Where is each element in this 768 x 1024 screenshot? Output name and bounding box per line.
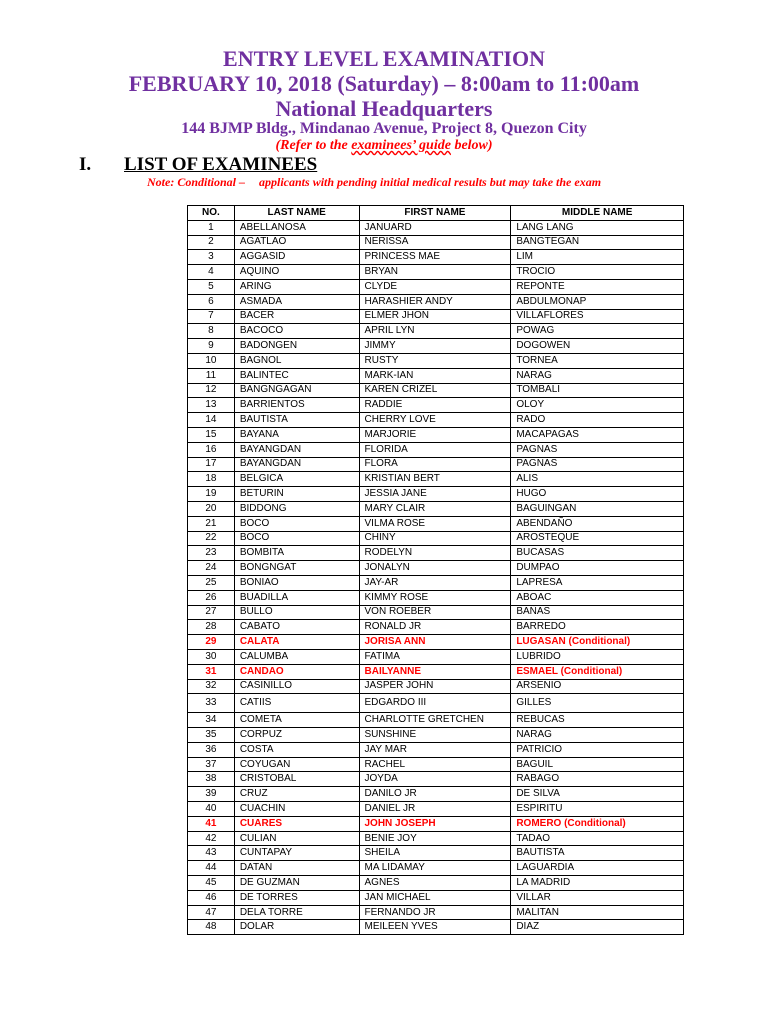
cell-middle-name: VILLAR bbox=[511, 890, 684, 905]
table-row bbox=[188, 905, 684, 920]
cell-last-name: BOMBITA bbox=[234, 546, 359, 561]
cell-first-name: MEILEEN YVES bbox=[359, 920, 511, 935]
header-no: NO. bbox=[188, 206, 235, 221]
table-row bbox=[188, 728, 684, 743]
examinees-table bbox=[187, 205, 684, 935]
header-first-name: FIRST NAME bbox=[359, 206, 511, 221]
cell-first-name: JAN MICHAEL bbox=[359, 890, 511, 905]
table-row bbox=[188, 220, 684, 235]
table-row bbox=[188, 398, 684, 413]
note-label: Note: Conditional – bbox=[147, 175, 246, 189]
cell-first-name: CLYDE bbox=[359, 279, 511, 294]
cell-first-name: CHERRY LOVE bbox=[359, 413, 511, 428]
table-row bbox=[188, 427, 684, 442]
table-row bbox=[188, 831, 684, 846]
cell-first-name: RACHEL bbox=[359, 757, 511, 772]
table-row bbox=[188, 457, 684, 472]
table-row bbox=[188, 635, 684, 650]
cell-first-name: JAY-AR bbox=[359, 575, 511, 590]
cell-no: 34 bbox=[188, 713, 235, 728]
cell-last-name: ABELLANOSA bbox=[234, 220, 359, 235]
table-row bbox=[188, 772, 684, 787]
cell-no: 36 bbox=[188, 742, 235, 757]
cell-first-name: KIMMY ROSE bbox=[359, 590, 511, 605]
table-row bbox=[188, 516, 684, 531]
cell-middle-name: ALIS bbox=[511, 472, 684, 487]
table-row bbox=[188, 383, 684, 398]
cell-first-name: JESSIA JANE bbox=[359, 487, 511, 502]
cell-middle-name: POWAG bbox=[511, 324, 684, 339]
cell-middle-name: PAGNAS bbox=[511, 442, 684, 457]
table-header-row bbox=[188, 206, 684, 221]
cell-middle-name: PAGNAS bbox=[511, 457, 684, 472]
cell-no: 41 bbox=[188, 816, 235, 831]
cell-first-name: DANILO JR bbox=[359, 787, 511, 802]
cell-last-name: BELGICA bbox=[234, 472, 359, 487]
table-row bbox=[188, 620, 684, 635]
cell-middle-name: TADAO bbox=[511, 831, 684, 846]
cell-last-name: CORPUZ bbox=[234, 728, 359, 743]
cell-first-name: BRYAN bbox=[359, 265, 511, 280]
cell-first-name: JIMMY bbox=[359, 339, 511, 354]
cell-no: 26 bbox=[188, 590, 235, 605]
table-row bbox=[188, 309, 684, 324]
cell-middle-name: BUCASAS bbox=[511, 546, 684, 561]
cell-middle-name: DIAZ bbox=[511, 920, 684, 935]
cell-first-name: AGNES bbox=[359, 876, 511, 891]
cell-last-name: COSTA bbox=[234, 742, 359, 757]
cell-no: 37 bbox=[188, 757, 235, 772]
cell-no: 10 bbox=[188, 353, 235, 368]
cell-middle-name: ARSENIO bbox=[511, 679, 684, 694]
cell-last-name: CUACHIN bbox=[234, 802, 359, 817]
cell-middle-name: TOMBALI bbox=[511, 383, 684, 398]
cell-middle-name: BARREDO bbox=[511, 620, 684, 635]
table-row bbox=[188, 368, 684, 383]
cell-middle-name: LAGUARDIA bbox=[511, 861, 684, 876]
table-row bbox=[188, 279, 684, 294]
table-row bbox=[188, 876, 684, 891]
table-row bbox=[188, 250, 684, 265]
cell-middle-name: LA MADRID bbox=[511, 876, 684, 891]
table-row bbox=[188, 546, 684, 561]
table-row bbox=[188, 339, 684, 354]
cell-last-name: COMETA bbox=[234, 713, 359, 728]
cell-middle-name: MACAPAGAS bbox=[511, 427, 684, 442]
cell-last-name: CRUZ bbox=[234, 787, 359, 802]
cell-no: 11 bbox=[188, 368, 235, 383]
cell-middle-name: LIM bbox=[511, 250, 684, 265]
table-row bbox=[188, 531, 684, 546]
cell-first-name: HARASHIER ANDY bbox=[359, 294, 511, 309]
cell-last-name: CULIAN bbox=[234, 831, 359, 846]
note-text: applicants with pending initial medical results but may take the exam bbox=[259, 175, 602, 189]
table-row bbox=[188, 442, 684, 457]
cell-no: 9 bbox=[188, 339, 235, 354]
cell-no: 40 bbox=[188, 802, 235, 817]
cell-last-name: BAUTISTA bbox=[234, 413, 359, 428]
cell-first-name: SHEILA bbox=[359, 846, 511, 861]
table-row bbox=[188, 679, 684, 694]
cell-last-name: AQUINO bbox=[234, 265, 359, 280]
section-title: LIST OF EXAMINEES bbox=[124, 154, 318, 175]
cell-no: 48 bbox=[188, 920, 235, 935]
cell-last-name: BARRIENTOS bbox=[234, 398, 359, 413]
cell-no: 15 bbox=[188, 427, 235, 442]
table-row bbox=[188, 294, 684, 309]
cell-middle-name: TROCIO bbox=[511, 265, 684, 280]
cell-middle-name: REPONTE bbox=[511, 279, 684, 294]
table-row bbox=[188, 694, 684, 713]
cell-first-name: RONALD JR bbox=[359, 620, 511, 635]
cell-middle-name: OLOY bbox=[511, 398, 684, 413]
cell-middle-name: LUBRIDO bbox=[511, 649, 684, 664]
table-row bbox=[188, 920, 684, 935]
cell-first-name: ELMER JHON bbox=[359, 309, 511, 324]
cell-last-name: DE GUZMAN bbox=[234, 876, 359, 891]
cell-last-name: BOCO bbox=[234, 516, 359, 531]
table-row bbox=[188, 713, 684, 728]
cell-no: 25 bbox=[188, 575, 235, 590]
cell-last-name: CRISTOBAL bbox=[234, 772, 359, 787]
cell-no: 18 bbox=[188, 472, 235, 487]
table-row bbox=[188, 664, 684, 679]
cell-first-name: JOYDA bbox=[359, 772, 511, 787]
table-row bbox=[188, 846, 684, 861]
table-row bbox=[188, 605, 684, 620]
cell-first-name: VILMA ROSE bbox=[359, 516, 511, 531]
cell-middle-name: DE SILVA bbox=[511, 787, 684, 802]
cell-last-name: CALATA bbox=[234, 635, 359, 650]
table-row bbox=[188, 501, 684, 516]
cell-first-name: VON ROEBER bbox=[359, 605, 511, 620]
cell-no: 24 bbox=[188, 561, 235, 576]
cell-middle-name: ESPIRITU bbox=[511, 802, 684, 817]
cell-no: 27 bbox=[188, 605, 235, 620]
table-row bbox=[188, 472, 684, 487]
cell-first-name: APRIL LYN bbox=[359, 324, 511, 339]
cell-first-name: EDGARDO III bbox=[359, 694, 511, 713]
cell-no: 32 bbox=[188, 679, 235, 694]
cell-no: 44 bbox=[188, 861, 235, 876]
table-row bbox=[188, 787, 684, 802]
cell-no: 43 bbox=[188, 846, 235, 861]
cell-no: 47 bbox=[188, 905, 235, 920]
cell-no: 2 bbox=[188, 235, 235, 250]
cell-no: 21 bbox=[188, 516, 235, 531]
cell-no: 1 bbox=[188, 220, 235, 235]
cell-last-name: AGATLAO bbox=[234, 235, 359, 250]
cell-no: 13 bbox=[188, 398, 235, 413]
cell-last-name: CATIIS bbox=[234, 694, 359, 713]
cell-first-name: NERISSA bbox=[359, 235, 511, 250]
guide-reference bbox=[0, 138, 768, 154]
cell-middle-name: REBUCAS bbox=[511, 713, 684, 728]
cell-middle-name: ABDULMONAP bbox=[511, 294, 684, 309]
cell-first-name: RODELYN bbox=[359, 546, 511, 561]
cell-first-name: JANUARD bbox=[359, 220, 511, 235]
cell-middle-name: BAGUIL bbox=[511, 757, 684, 772]
cell-first-name: JONALYN bbox=[359, 561, 511, 576]
cell-last-name: BANGNGAGAN bbox=[234, 383, 359, 398]
cell-no: 12 bbox=[188, 383, 235, 398]
cell-middle-name: VILLAFLORES bbox=[511, 309, 684, 324]
cell-last-name: DELA TORRE bbox=[234, 905, 359, 920]
table-row bbox=[188, 742, 684, 757]
cell-no: 5 bbox=[188, 279, 235, 294]
cell-no: 30 bbox=[188, 649, 235, 664]
cell-first-name: SUNSHINE bbox=[359, 728, 511, 743]
cell-last-name: CANDAO bbox=[234, 664, 359, 679]
cell-last-name: BULLO bbox=[234, 605, 359, 620]
guide-suffix: below) bbox=[450, 138, 493, 153]
exam-date: FEBRUARY 10, 2018 (Saturday) – 8:00am to 11:00am bbox=[128, 71, 640, 96]
cell-first-name: MARY CLAIR bbox=[359, 501, 511, 516]
cell-middle-name: ESMAEL (Conditional) bbox=[511, 664, 684, 679]
table-row bbox=[188, 561, 684, 576]
cell-middle-name: NARAG bbox=[511, 368, 684, 383]
cell-middle-name: PATRICIO bbox=[511, 742, 684, 757]
cell-no: 19 bbox=[188, 487, 235, 502]
cell-middle-name: RADO bbox=[511, 413, 684, 428]
cell-no: 17 bbox=[188, 457, 235, 472]
cell-middle-name: LAPRESA bbox=[511, 575, 684, 590]
cell-middle-name: ABOAC bbox=[511, 590, 684, 605]
cell-last-name: BONGNGAT bbox=[234, 561, 359, 576]
cell-last-name: BETURIN bbox=[234, 487, 359, 502]
table-row bbox=[188, 590, 684, 605]
cell-first-name: MA LIDAMAY bbox=[359, 861, 511, 876]
cell-no: 16 bbox=[188, 442, 235, 457]
guide-prefix: (Refer to the bbox=[275, 138, 352, 153]
cell-first-name: CHARLOTTE GRETCHEN bbox=[359, 713, 511, 728]
table-row bbox=[188, 487, 684, 502]
table-row bbox=[188, 265, 684, 280]
cell-first-name: MARJORIE bbox=[359, 427, 511, 442]
cell-no: 28 bbox=[188, 620, 235, 635]
cell-first-name: RADDIE bbox=[359, 398, 511, 413]
table-row bbox=[188, 235, 684, 250]
cell-no: 8 bbox=[188, 324, 235, 339]
cell-no: 45 bbox=[188, 876, 235, 891]
cell-last-name: CUARES bbox=[234, 816, 359, 831]
table-row bbox=[188, 757, 684, 772]
cell-middle-name: MALITAN bbox=[511, 905, 684, 920]
cell-middle-name: ROMERO (Conditional) bbox=[511, 816, 684, 831]
cell-no: 31 bbox=[188, 664, 235, 679]
cell-last-name: AGGASID bbox=[234, 250, 359, 265]
cell-middle-name: BANGTEGAN bbox=[511, 235, 684, 250]
cell-last-name: CABATO bbox=[234, 620, 359, 635]
cell-no: 35 bbox=[188, 728, 235, 743]
cell-first-name: BENIE JOY bbox=[359, 831, 511, 846]
cell-no: 39 bbox=[188, 787, 235, 802]
cell-last-name: DATAN bbox=[234, 861, 359, 876]
cell-no: 3 bbox=[188, 250, 235, 265]
cell-first-name: BAILYANNE bbox=[359, 664, 511, 679]
header-middle-name: MIDDLE NAME bbox=[511, 206, 684, 221]
cell-middle-name: LANG LANG bbox=[511, 220, 684, 235]
cell-first-name: PRINCESS MAE bbox=[359, 250, 511, 265]
header-last-name: LAST NAME bbox=[234, 206, 359, 221]
cell-first-name: FATIMA bbox=[359, 649, 511, 664]
guide-underlined: examinees’ guide bbox=[351, 138, 451, 153]
cell-middle-name: NARAG bbox=[511, 728, 684, 743]
cell-middle-name: DUMPAO bbox=[511, 561, 684, 576]
cell-middle-name: GILLES bbox=[511, 694, 684, 713]
cell-no: 22 bbox=[188, 531, 235, 546]
table-row bbox=[188, 816, 684, 831]
cell-last-name: BAYANA bbox=[234, 427, 359, 442]
cell-last-name: COYUGAN bbox=[234, 757, 359, 772]
cell-first-name: FLORA bbox=[359, 457, 511, 472]
cell-first-name: FERNANDO JR bbox=[359, 905, 511, 920]
cell-middle-name: HUGO bbox=[511, 487, 684, 502]
cell-no: 42 bbox=[188, 831, 235, 846]
table-row bbox=[188, 802, 684, 817]
cell-last-name: CALUMBA bbox=[234, 649, 359, 664]
cell-middle-name: LUGASAN (Conditional) bbox=[511, 635, 684, 650]
cell-no: 38 bbox=[188, 772, 235, 787]
exam-address: 144 BJMP Bldg., Mindanao Avenue, Project 8, Quezon City bbox=[181, 120, 587, 137]
cell-last-name: CUNTAPAY bbox=[234, 846, 359, 861]
cell-last-name: BACER bbox=[234, 309, 359, 324]
cell-middle-name: ABENDAÑO bbox=[511, 516, 684, 531]
cell-middle-name: BAGUINGAN bbox=[511, 501, 684, 516]
cell-last-name: ARING bbox=[234, 279, 359, 294]
cell-middle-name: AROSTEQUE bbox=[511, 531, 684, 546]
cell-first-name: FLORIDA bbox=[359, 442, 511, 457]
cell-middle-name: BAUTISTA bbox=[511, 846, 684, 861]
table-row bbox=[188, 890, 684, 905]
cell-first-name: JORISA ANN bbox=[359, 635, 511, 650]
cell-last-name: BACOCO bbox=[234, 324, 359, 339]
cell-no: 23 bbox=[188, 546, 235, 561]
table-row bbox=[188, 353, 684, 368]
cell-middle-name: TORNEA bbox=[511, 353, 684, 368]
cell-first-name: MARK-IAN bbox=[359, 368, 511, 383]
cell-no: 14 bbox=[188, 413, 235, 428]
cell-middle-name: RABAGO bbox=[511, 772, 684, 787]
cell-last-name: BIDDONG bbox=[234, 501, 359, 516]
cell-first-name: JOHN JOSEPH bbox=[359, 816, 511, 831]
cell-last-name: BONIAO bbox=[234, 575, 359, 590]
table-row bbox=[188, 861, 684, 876]
cell-no: 4 bbox=[188, 265, 235, 280]
cell-last-name: ASMADA bbox=[234, 294, 359, 309]
table-row bbox=[188, 575, 684, 590]
table-row bbox=[188, 324, 684, 339]
cell-no: 20 bbox=[188, 501, 235, 516]
cell-no: 29 bbox=[188, 635, 235, 650]
cell-no: 33 bbox=[188, 694, 235, 713]
exam-title: ENTRY LEVEL EXAMINATION bbox=[223, 46, 545, 71]
section-number: I. bbox=[79, 154, 92, 175]
cell-last-name: BOCO bbox=[234, 531, 359, 546]
cell-last-name: BADONGEN bbox=[234, 339, 359, 354]
cell-first-name: KAREN CRIZEL bbox=[359, 383, 511, 398]
cell-first-name: JASPER JOHN bbox=[359, 679, 511, 694]
cell-first-name: CHINY bbox=[359, 531, 511, 546]
cell-last-name: BAYANGDAN bbox=[234, 457, 359, 472]
exam-venue: National Headquarters bbox=[275, 96, 493, 121]
cell-last-name: BAYANGDAN bbox=[234, 442, 359, 457]
table-row bbox=[188, 413, 684, 428]
cell-last-name: BAGNOL bbox=[234, 353, 359, 368]
cell-last-name: BALINTEC bbox=[234, 368, 359, 383]
cell-middle-name: BAÑAS bbox=[511, 605, 684, 620]
cell-no: 46 bbox=[188, 890, 235, 905]
cell-first-name: KRISTIAN BERT bbox=[359, 472, 511, 487]
cell-no: 7 bbox=[188, 309, 235, 324]
cell-first-name: DANIEL JR bbox=[359, 802, 511, 817]
table-row bbox=[188, 649, 684, 664]
cell-first-name: RUSTY bbox=[359, 353, 511, 368]
cell-last-name: DE TORRES bbox=[234, 890, 359, 905]
cell-middle-name: DOGOWEN bbox=[511, 339, 684, 354]
cell-last-name: DOLAR bbox=[234, 920, 359, 935]
cell-last-name: CASINILLO bbox=[234, 679, 359, 694]
cell-first-name: JAY MAR bbox=[359, 742, 511, 757]
cell-last-name: BUADILLA bbox=[234, 590, 359, 605]
cell-no: 6 bbox=[188, 294, 235, 309]
conditional-note bbox=[147, 176, 692, 189]
